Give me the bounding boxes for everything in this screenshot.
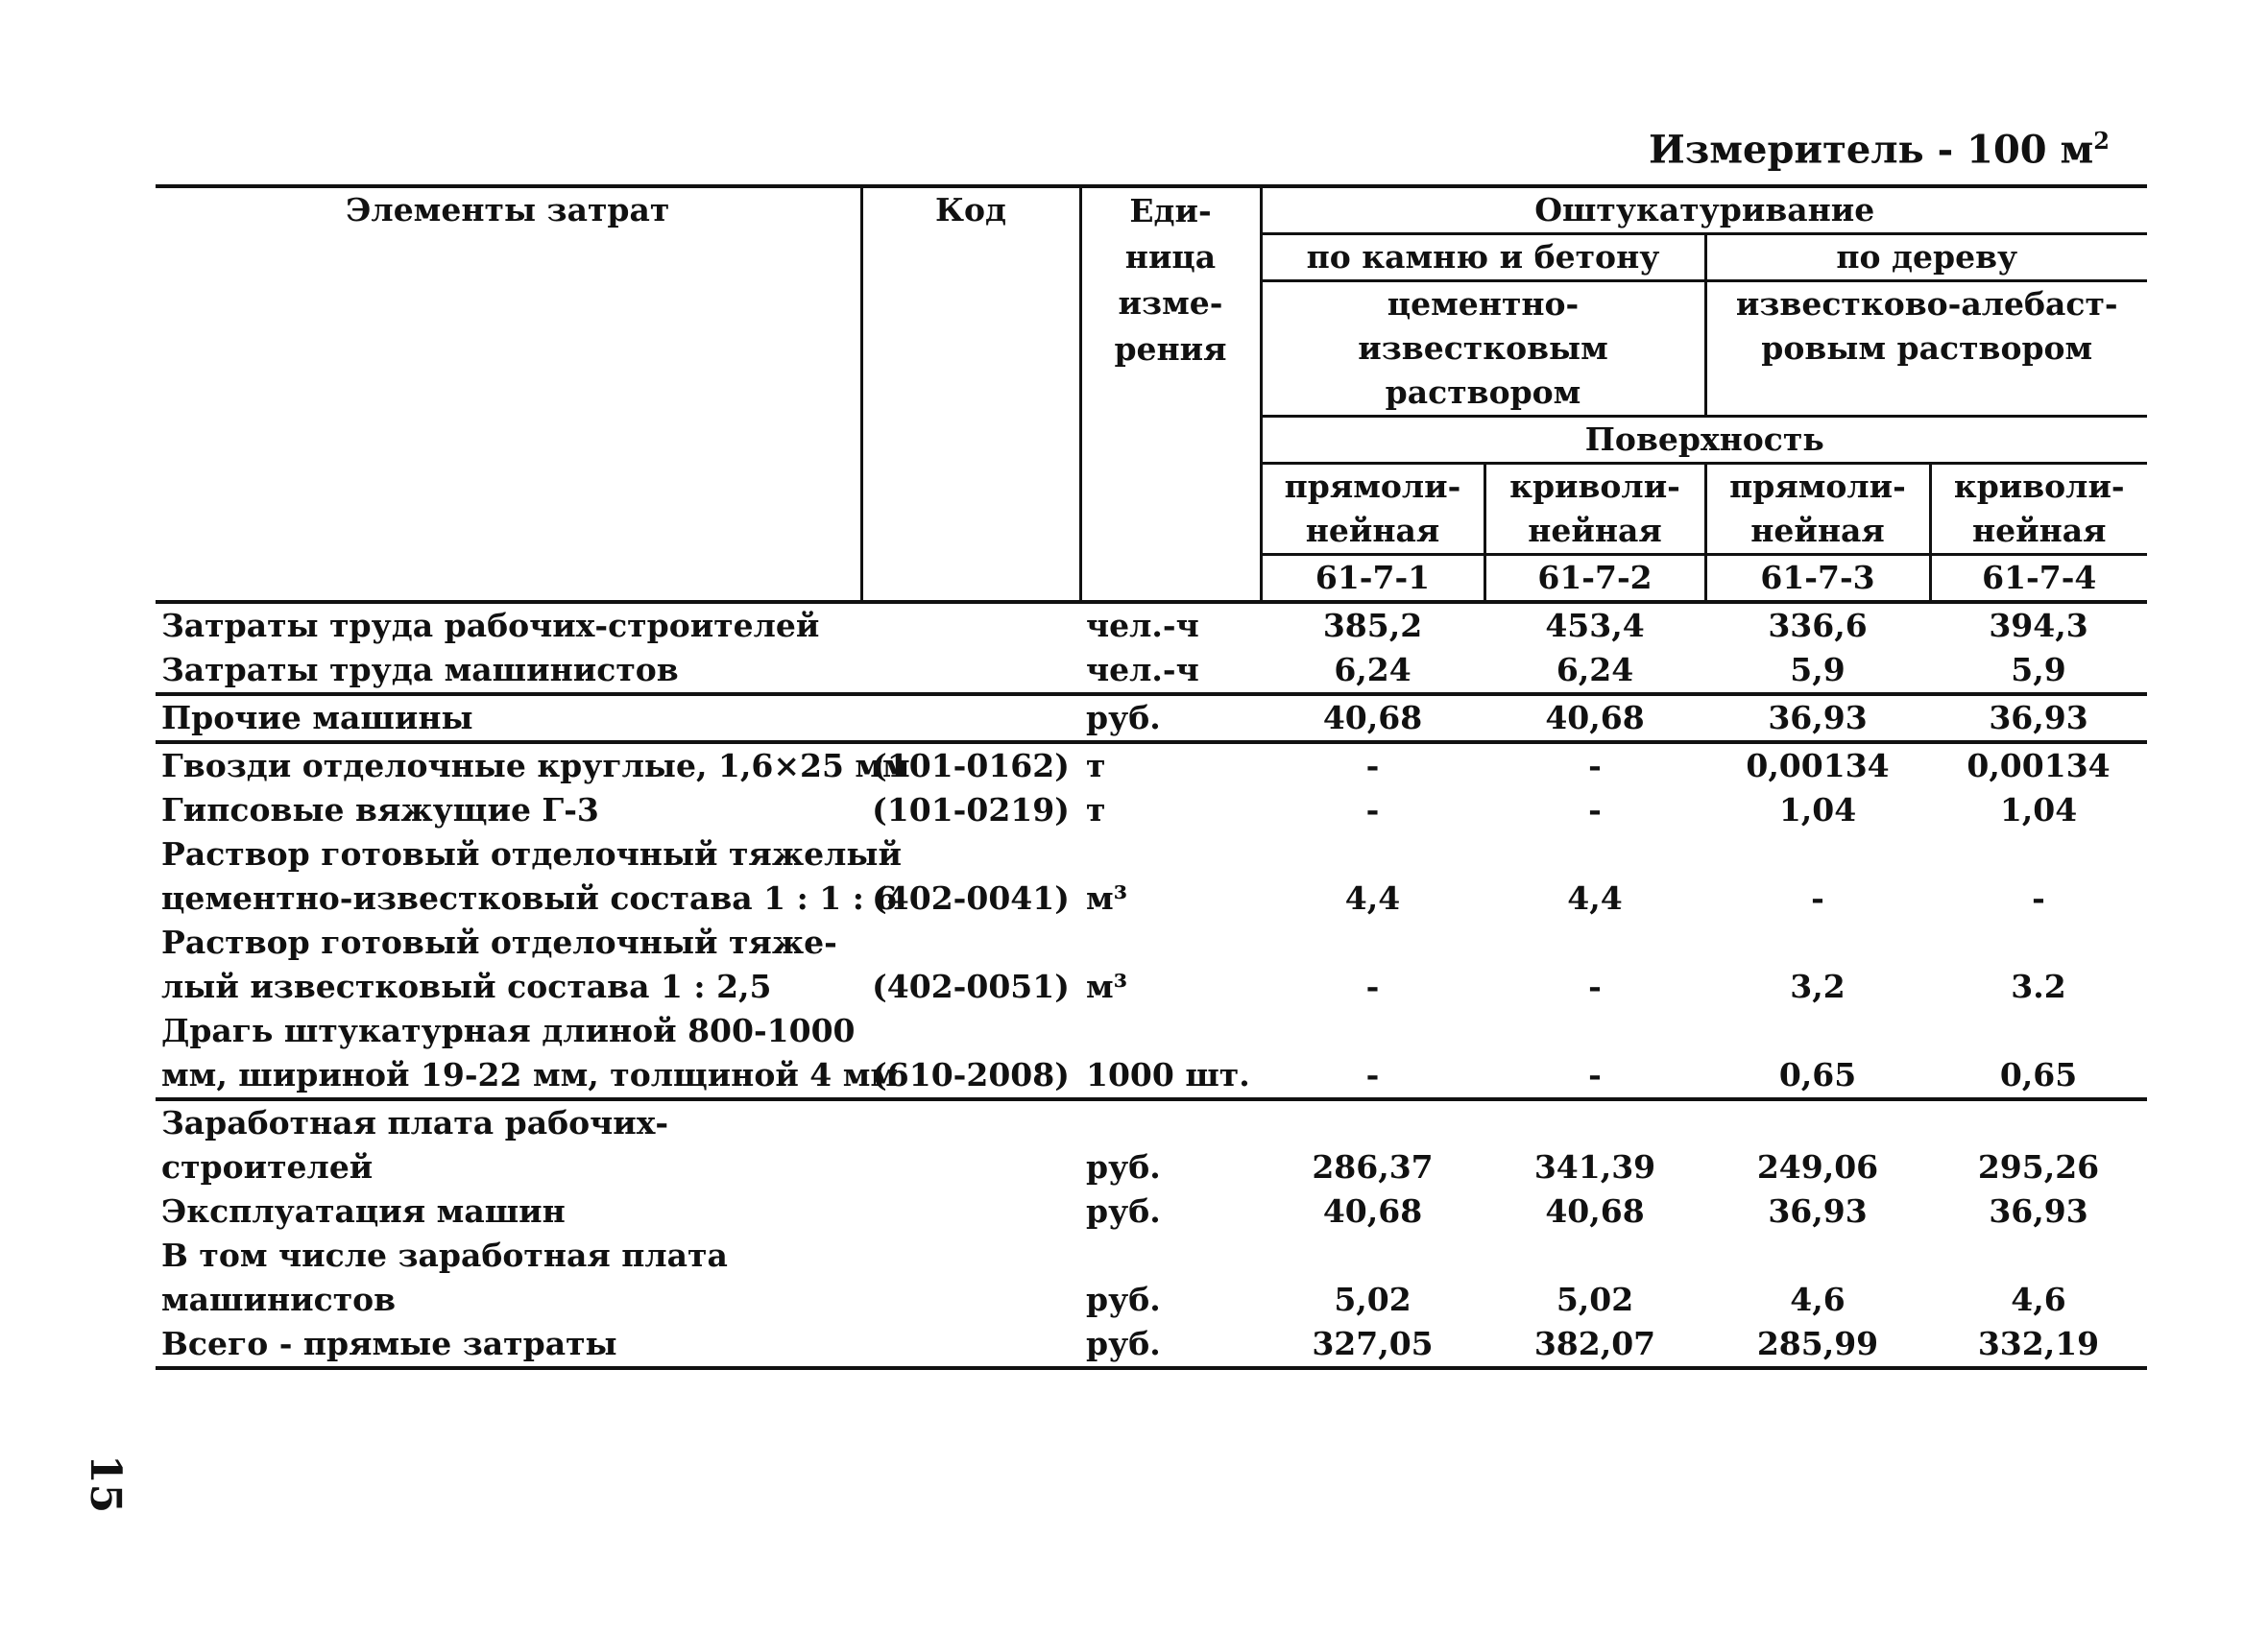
row-value: 5,9 xyxy=(1705,648,1930,694)
row-value: 4,4 xyxy=(1344,879,1401,917)
row-name: В том числе заработная плата xyxy=(161,1237,728,1274)
surface-line: криволи- xyxy=(1953,468,2125,505)
row-value: 4,4 xyxy=(1567,879,1623,917)
row-code xyxy=(861,1009,1080,1053)
row-unit xyxy=(1080,1099,1261,1145)
row-value: 5,02 xyxy=(1556,1281,1634,1318)
row-value xyxy=(1261,1099,1484,1145)
page-number: 15 xyxy=(81,1454,130,1514)
row-value: 6,24 xyxy=(1261,648,1484,694)
table-row xyxy=(156,1053,2147,1099)
table-row xyxy=(156,788,2147,832)
row-value: 40,68 xyxy=(1261,694,1484,742)
row-value: 40,68 xyxy=(1484,694,1705,742)
table-header xyxy=(156,186,2147,602)
row-value xyxy=(1930,1234,2147,1278)
row-unit: т xyxy=(1086,791,1106,829)
row-value: 40,68 xyxy=(1322,1192,1423,1230)
row-value: 6,24 xyxy=(1484,648,1705,694)
row-value: 285,99 xyxy=(1705,1322,1930,1368)
surface-line: нейная xyxy=(1305,512,1440,549)
row-code: (402-0051) xyxy=(872,968,1070,1005)
table-row xyxy=(156,1322,2147,1368)
row-value: 295,26 xyxy=(1977,1148,2100,1186)
header-unit-line: изме- xyxy=(1118,284,1223,322)
row-value: 36,93 xyxy=(1930,694,2147,742)
row-value: 327,05 xyxy=(1261,1322,1484,1368)
header-mortar-cement xyxy=(1261,281,1705,417)
row-code xyxy=(861,1145,1080,1189)
row-value: 1,04 xyxy=(1778,791,1857,829)
row-code xyxy=(861,648,1080,694)
row-unit: руб. xyxy=(1080,1322,1261,1368)
row-value xyxy=(1705,1009,1930,1053)
row-value xyxy=(1261,1009,1484,1053)
row-value: - xyxy=(1261,1053,1484,1099)
row-value xyxy=(1930,1009,2147,1053)
row-unit: 1000 шт. xyxy=(1080,1053,1261,1099)
row-unit: руб. xyxy=(1086,1281,1161,1318)
row-value: 286,37 xyxy=(1312,1148,1434,1186)
row-unit: т xyxy=(1086,747,1106,784)
table-body xyxy=(156,602,2147,1368)
header-col-code-2: 61-7-2 xyxy=(1484,555,1705,603)
row-unit: м³ xyxy=(1086,968,1128,1005)
row-value: - xyxy=(1811,879,1824,917)
row-name: Раствор готовый отделочный тяжелый xyxy=(161,835,902,873)
row-code: (610-2008) xyxy=(861,1053,1080,1099)
surface-line: прямоли- xyxy=(1729,468,1906,505)
row-code xyxy=(861,1278,1080,1322)
row-value: 394,3 xyxy=(1989,607,2088,644)
row-name: Гвозди отделочные круглые, 1,6×25 мм xyxy=(161,747,910,784)
header-code: Код xyxy=(861,186,1080,602)
header-surface: Поверхность xyxy=(1261,417,2147,464)
mortar-line: ровым раствором xyxy=(1761,329,2093,367)
row-value xyxy=(1484,832,1705,877)
row-value: - xyxy=(1588,747,1602,784)
table-row xyxy=(156,1189,2147,1234)
header-col-surface-3 xyxy=(1705,464,1930,555)
row-value: - xyxy=(1588,968,1602,1005)
row-value xyxy=(1930,832,2147,877)
row-value: 3,2 xyxy=(1790,968,1846,1005)
table-row xyxy=(156,1278,2147,1322)
header-col-surface-2 xyxy=(1484,464,1705,555)
table-row xyxy=(156,1009,2147,1053)
surface-line: нейная xyxy=(1528,512,1662,549)
row-value: 1,04 xyxy=(1999,791,2078,829)
row-value: 0,00134 xyxy=(1746,747,1890,784)
row-value: - xyxy=(1365,968,1380,1005)
cost-table xyxy=(156,184,2147,1370)
row-value xyxy=(1705,921,1930,965)
row-code: (101-0162) xyxy=(872,747,1070,784)
surface-line: нейная xyxy=(1971,512,2107,549)
row-value: 40,68 xyxy=(1545,1192,1645,1230)
row-unit: руб. xyxy=(1086,1192,1161,1230)
row-value: 5,02 xyxy=(1334,1281,1411,1318)
unit-exponent: 2 xyxy=(2093,127,2110,155)
row-value xyxy=(1484,921,1705,965)
row-unit: чел.-ч xyxy=(1086,607,1199,644)
header-unit-line: рения xyxy=(1114,330,1227,368)
row-value: 36,93 xyxy=(1989,1192,2088,1230)
row-value: 4,6 xyxy=(1790,1281,1846,1318)
header-col-code-3: 61-7-3 xyxy=(1705,555,1930,603)
mortar-line: цементно-известковым xyxy=(1358,285,1608,367)
row-value xyxy=(1484,1234,1705,1278)
unit-label: Измеритель - 100 м xyxy=(1648,127,2094,173)
row-value: 0,65 xyxy=(1705,1053,1930,1099)
header-group-wood: по дереву xyxy=(1705,234,2147,281)
row-value xyxy=(1705,1099,1930,1145)
table-row xyxy=(156,1145,2147,1189)
row-code xyxy=(861,602,1080,648)
surface-line: криволи- xyxy=(1509,468,1680,505)
header-elements: Элементы затрат xyxy=(156,186,861,602)
row-code xyxy=(861,1189,1080,1234)
table-row xyxy=(156,877,2147,921)
row-code xyxy=(861,1234,1080,1278)
row-code: (402-0041) xyxy=(872,879,1070,917)
header-col-surface-4 xyxy=(1930,464,2147,555)
unit-of-measure xyxy=(1649,127,2110,172)
row-value: 36,93 xyxy=(1768,1192,1868,1230)
row-unit: руб. xyxy=(1086,1148,1161,1186)
header-col-code-1: 61-7-1 xyxy=(1261,555,1484,603)
row-value xyxy=(1930,921,2147,965)
surface-line: прямоли- xyxy=(1284,468,1461,505)
row-unit xyxy=(1080,832,1261,877)
header-unit-line: ница xyxy=(1124,238,1217,276)
table-row xyxy=(156,648,2147,694)
row-unit: м³ xyxy=(1086,879,1128,917)
row-value xyxy=(1261,921,1484,965)
row-name: Заработная плата рабочих- xyxy=(161,1104,669,1141)
row-code: (101-0219) xyxy=(872,791,1070,829)
table-row xyxy=(156,602,2147,648)
row-name: строителей xyxy=(161,1148,374,1186)
row-value: 336,6 xyxy=(1768,607,1868,644)
row-value xyxy=(1705,1234,1930,1278)
row-name: Затраты труда рабочих-строителей xyxy=(161,607,820,644)
row-name: Затраты труда машинистов xyxy=(156,648,861,694)
row-value: - xyxy=(1588,791,1602,829)
header-col-code-4: 61-7-4 xyxy=(1930,555,2147,603)
row-code xyxy=(861,1099,1080,1145)
row-value: 382,07 xyxy=(1484,1322,1705,1368)
row-value xyxy=(1705,832,1930,877)
row-name: Всего - прямые затраты xyxy=(156,1322,861,1368)
row-value: 332,19 xyxy=(1930,1322,2147,1368)
row-code xyxy=(861,1322,1080,1368)
row-value: - xyxy=(2032,879,2045,917)
header-unit xyxy=(1080,186,1261,602)
row-unit: руб. xyxy=(1080,694,1261,742)
header-plastering: Оштукатуривание xyxy=(1261,186,2147,234)
row-unit xyxy=(1080,921,1261,965)
row-value: 36,93 xyxy=(1705,694,1930,742)
row-value xyxy=(1930,1099,2147,1145)
row-name: машинистов xyxy=(161,1281,397,1318)
row-name: Гипсовые вяжущие Г-3 xyxy=(161,791,599,829)
row-name: Прочие машины xyxy=(156,694,861,742)
row-value: 341,39 xyxy=(1533,1148,1656,1186)
table-row xyxy=(156,694,2147,742)
table-row xyxy=(156,921,2147,965)
table-row xyxy=(156,742,2147,788)
table-row xyxy=(156,1234,2147,1278)
header-col-surface-1 xyxy=(1261,464,1484,555)
row-name: цементно-известковый состава 1 : 1 : 6 xyxy=(161,879,898,917)
row-value xyxy=(1484,1099,1705,1145)
row-code xyxy=(861,694,1080,742)
row-value: 3.2 xyxy=(2011,968,2066,1005)
row-value xyxy=(1484,1009,1705,1053)
row-value: 4,6 xyxy=(2011,1281,2066,1318)
header-group-stone: по камню и бетону xyxy=(1261,234,1705,281)
row-value: - xyxy=(1484,1053,1705,1099)
header-unit-line: Еди- xyxy=(1129,192,1212,229)
surface-line: нейная xyxy=(1750,512,1885,549)
row-name: Раствор готовый отделочный тяже- xyxy=(161,924,837,961)
row-value xyxy=(1261,1234,1484,1278)
row-value: - xyxy=(1365,747,1380,784)
table-row xyxy=(156,832,2147,877)
row-name: Эксплуатация машин xyxy=(161,1192,566,1230)
row-unit xyxy=(1080,1234,1261,1278)
row-name: лый известковый состава 1 : 2,5 xyxy=(161,968,772,1005)
row-value xyxy=(1261,832,1484,877)
row-value: 453,4 xyxy=(1545,607,1645,644)
row-unit xyxy=(1080,1009,1261,1053)
row-value: - xyxy=(1365,791,1380,829)
row-value: 0,00134 xyxy=(1966,747,2111,784)
table-row xyxy=(156,965,2147,1009)
table-row xyxy=(156,1099,2147,1145)
header-mortar-lime xyxy=(1705,281,2147,417)
row-unit: чел.-ч xyxy=(1080,648,1261,694)
mortar-line: раствором xyxy=(1385,373,1581,411)
row-code xyxy=(861,921,1080,965)
row-value: 0,65 xyxy=(1930,1053,2147,1099)
row-name: мм, шириной 19-22 мм, толщиной 4 мм xyxy=(156,1053,861,1099)
row-value: 385,2 xyxy=(1322,607,1423,644)
row-name: Драгь штукатурная длиной 800-1000 xyxy=(161,1012,856,1049)
mortar-line: известково-алебаст- xyxy=(1735,285,2118,323)
row-value: 249,06 xyxy=(1756,1148,1879,1186)
row-value: 5,9 xyxy=(1930,648,2147,694)
